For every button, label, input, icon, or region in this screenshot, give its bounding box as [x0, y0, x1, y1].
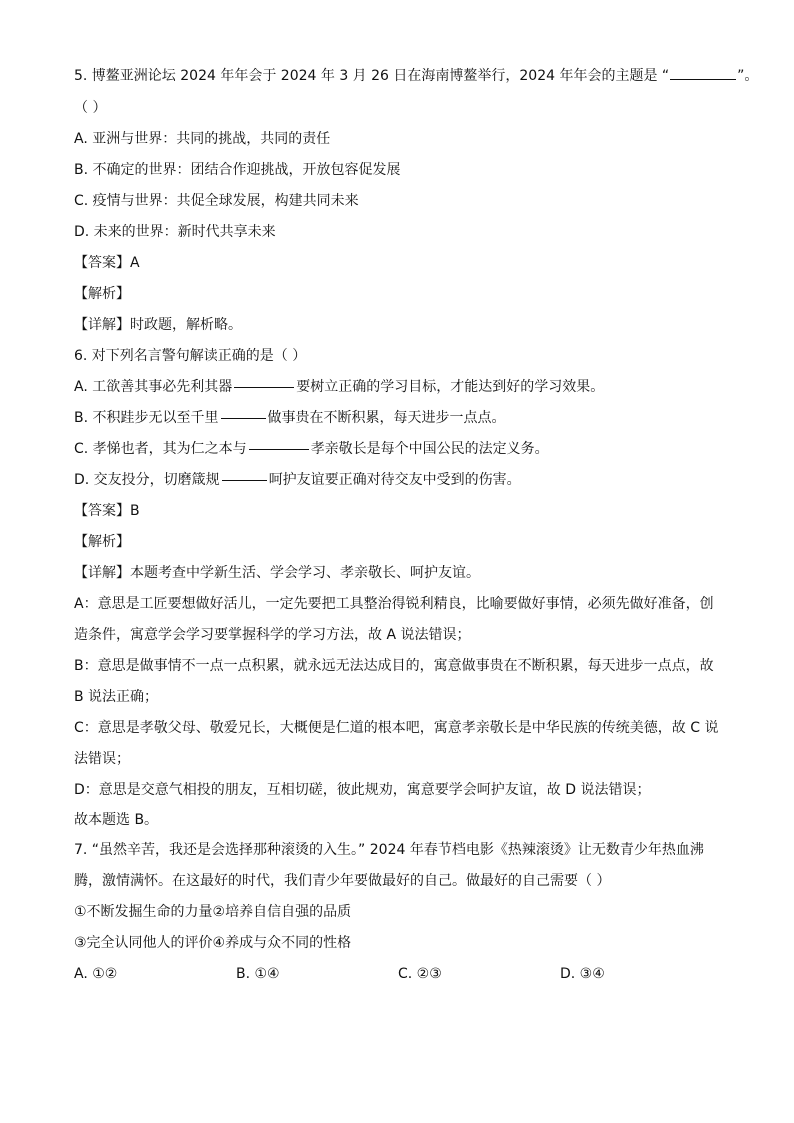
q6-option-a-quote: A. 工欲善其事必先利其器 [74, 379, 233, 395]
dash-line [222, 480, 267, 481]
dash-line [234, 387, 294, 388]
q7-choice-d: D. ③④ [560, 966, 605, 982]
q7-choice-a: A. ①② [74, 966, 118, 982]
q5-answer-blank [670, 65, 736, 80]
q7-choice-c: C. ②③ [398, 966, 442, 982]
q6-option-a [74, 372, 734, 402]
q7-item-line: ③完全认同他人的评价④养成与众不同的性格 [74, 935, 352, 951]
q6-option-b-interpretation: 做事贵在不断积累，每天进步一点点。 [267, 410, 506, 426]
q5-stem [74, 65, 759, 86]
q6-option-a-interpretation: 要树立正确的学习目标，才能达到好的学习效果。 [296, 379, 605, 395]
q6-explanation-line: 法错误； [74, 751, 130, 767]
q6-explanation-line: B 说法正确； [74, 689, 159, 705]
q6-detail: 【详解】本题考查中学新生活、学会学习、孝亲敬长、呵护友谊。 [74, 565, 480, 581]
document-page [74, 62, 759, 989]
q6-explanation-line: C：意思是孝敬父母、敬爱兄长，大概便是仁道的根本吧，寓意孝亲敬长是中华民族的传统美德，故 C 说 [74, 720, 719, 736]
q5-answer: 【答案】A [74, 255, 140, 271]
q5-stem-text: 5. 博鳌亚洲论坛 2024 年年会于 2024 年 3 月 26 日在海南博鳌举行，2024 年年会的主题是 “ [74, 68, 670, 84]
q5-option-b: B. 不确定的世界：团结合作迎挑战，开放包容促发展 [74, 162, 401, 178]
q5-stem-end: ”。 [737, 68, 759, 84]
q6-conclusion: 故本题选 B。 [74, 812, 159, 828]
q6-option-d-quote: D. 交友投分，切磨箴规 [74, 472, 220, 488]
q6-explanation-line: D：意思是交意气相投的朋友，互相切磋，彼此规劝，寓意要学会呵护友谊，故 D 说法错误； [74, 782, 651, 798]
q5-analysis-label: 【解析】 [74, 286, 130, 302]
q6-option-b [74, 403, 734, 433]
q6-analysis-label: 【解析】 [74, 534, 130, 550]
q6-option-c-interpretation: 孝亲敬长是每个中国公民的法定义务。 [310, 441, 549, 457]
q5-paren: （ ） [74, 100, 107, 116]
q5-option-d: D. 未来的世界：新时代共享未来 [74, 224, 276, 240]
q6-option-d [74, 465, 734, 495]
q5-option-a: A. 亚洲与世界：共同的挑战，共同的责任 [74, 131, 331, 147]
dash-line [249, 449, 309, 450]
q7-choices [74, 959, 734, 989]
q6-option-d-interpretation: 呵护友谊要正确对待交友中受到的伤害。 [268, 472, 521, 488]
q6-explanation-line: A：意思是工匠要想做好活儿，一定先要把工具整治得锐利精良，比喻要做好事情，必须先做好准备，创 [74, 596, 714, 612]
q6-explanation-line: B：意思是做事情不一点一点积累，就永远无法达成目的，寓意做事贵在不断积累，每天进步一点点，故 [74, 658, 714, 674]
dash-line [221, 418, 266, 419]
q5-option-c: C. 疫情与世界：共促全球发展，构建共同未来 [74, 193, 359, 209]
q6-explanation-line: 造条件，寓意学会学习要掌握科学的学习方法，故 A 说法错误； [74, 627, 471, 643]
q7-choice-b: B. ①④ [236, 966, 280, 982]
q7-stem-line: 腾，激情满怀。在这最好的时代，我们青少年要做最好的自己。做最好的自己需要（ ） [74, 873, 611, 889]
q6-option-b-quote: B. 不积跬步无以至千里 [74, 410, 219, 426]
q6-option-c-quote: C. 孝悌也者，其为仁之本与 [74, 441, 247, 457]
q6-option-c [74, 434, 734, 464]
q6-stem: 6. 对下列名言警句解读正确的是（ ） [74, 348, 307, 364]
q5-detail: 【详解】时政题，解析略。 [74, 317, 242, 333]
q7-stem-line: 7. “虽然辛苦，我还是会选择那种滚烫的入生。” 2024 年春节档电影《热辣滚烫》让无数青少年热血沸 [74, 842, 704, 858]
q6-answer: 【答案】B [74, 503, 140, 519]
q7-item-line: ①不断发掘生命的力量②培养自信自强的品质 [74, 904, 352, 920]
